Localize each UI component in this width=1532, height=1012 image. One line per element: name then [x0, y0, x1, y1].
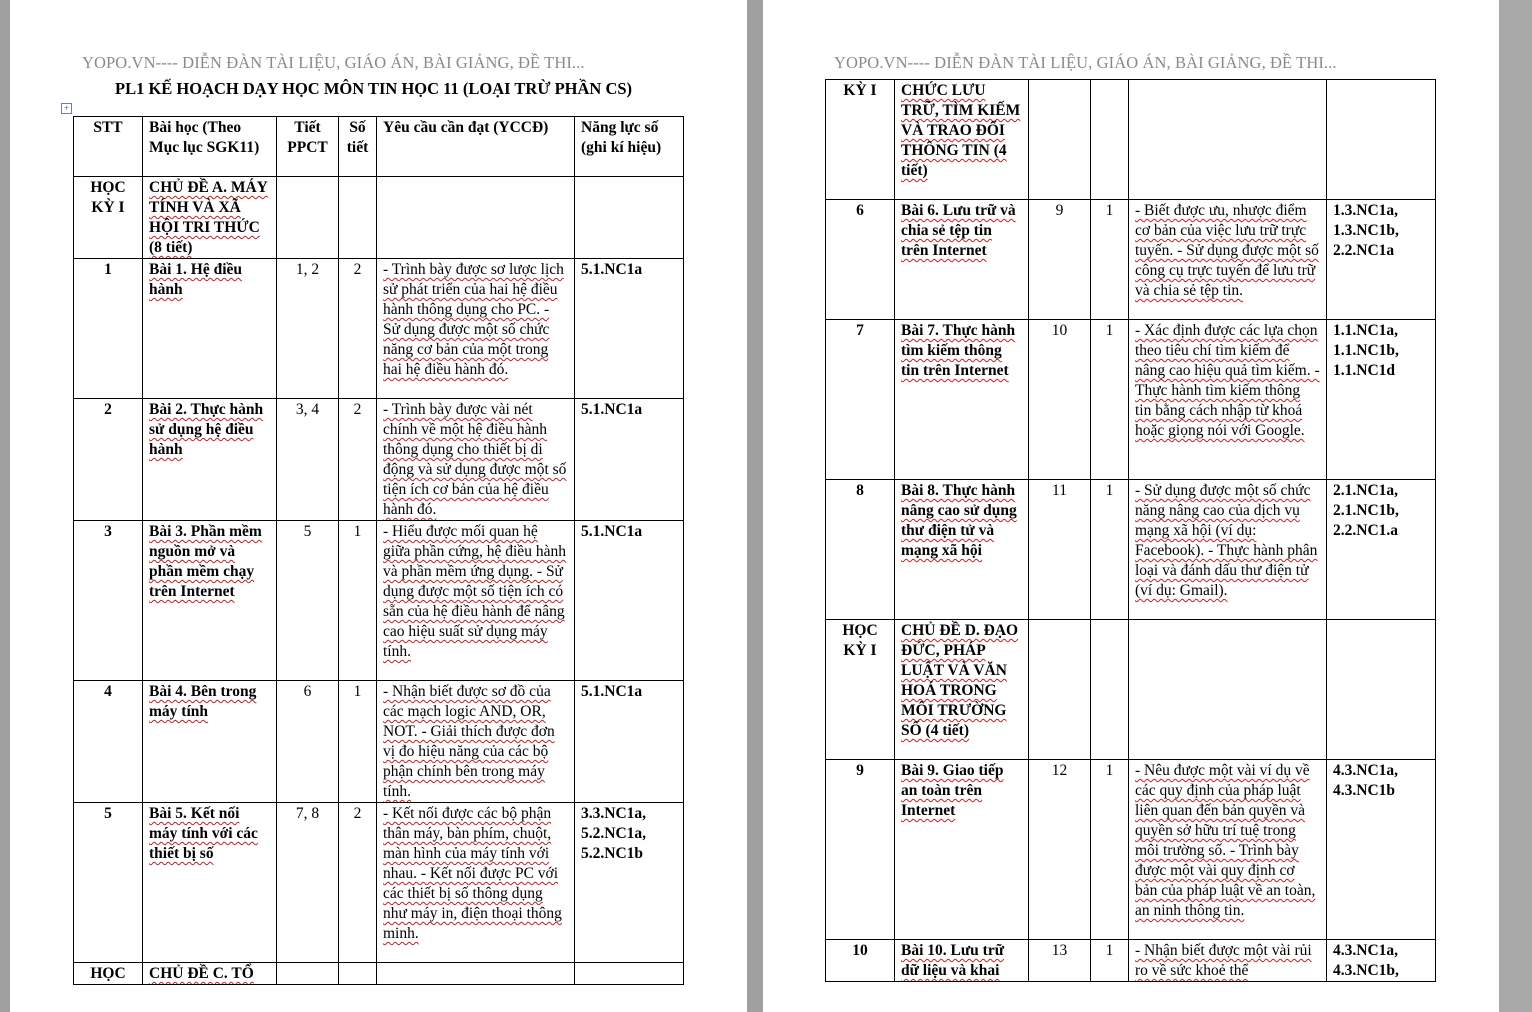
table-row	[74, 963, 684, 985]
cell-stt: 10	[826, 940, 895, 982]
cell-requirements	[1129, 80, 1327, 200]
lesson-plan-table-page-2	[825, 79, 1436, 982]
column-header-stt: STT	[74, 117, 143, 177]
cell-competency	[1327, 620, 1436, 760]
cell-stt: 8	[826, 480, 895, 620]
cell-stt: 3	[74, 521, 143, 681]
column-header-competency: Năng lực số (ghi kí hiệu)	[575, 117, 684, 177]
page-header-text: YOPO.VN---- DIỄN ĐÀN TÀI LIỆU, GIÁO ÁN, BÀI GIẢNG, ĐỀ THI...	[82, 53, 585, 72]
cell-competency: 5.1.NC1a	[575, 399, 684, 521]
document-title: PL1 KẾ HOẠCH DẠY HỌC MÔN TIN HỌC 11 (LOẠI TRỪ PHẦN CS)	[115, 79, 633, 98]
cell-requirements: - Trình bày được vài nét chính về một hệ điều hành thông dụng cho thiết bị di động và sử dụng được một số tiện ích cơ bản của hệ điều hành đó.	[377, 399, 575, 521]
table-header-row	[74, 117, 684, 177]
cell-competency	[1327, 80, 1436, 200]
cell-count: 2	[339, 399, 377, 521]
cell-period: 11	[1029, 480, 1091, 620]
cell-period	[277, 963, 339, 985]
cell-stt: 2	[74, 399, 143, 521]
column-header-requirements: Yêu cầu cần đạt (YCCĐ)	[377, 117, 575, 177]
cell-stt: KỲ I	[826, 80, 895, 200]
cell-competency: 1.1.NC1a, 1.1.NC1b, 1.1.NC1d	[1327, 320, 1436, 480]
cell-period: 10	[1029, 320, 1091, 480]
cell-count: 2	[339, 259, 377, 399]
table-row	[74, 521, 684, 681]
cell-lesson: Bài 1. Hệ điều hành	[143, 259, 277, 399]
cell-period: 1, 2	[277, 259, 339, 399]
cell-count: 1	[1091, 480, 1129, 620]
cell-count: 1	[1091, 320, 1129, 480]
cell-period: 3, 4	[277, 399, 339, 521]
table-row	[826, 480, 1436, 620]
column-header-lesson: Bài học (Theo Mục lục SGK11)	[143, 117, 277, 177]
cell-requirements: - Kết nối được các bộ phận thân máy, bàn phím, chuột, màn hình của máy tính với nhau. - Kết nối được PC với các thiết bị số thông dụng như máy in, điện thoại thông minh.	[377, 803, 575, 963]
cell-competency	[575, 963, 684, 985]
table-row	[826, 940, 1436, 982]
cell-stt: 7	[826, 320, 895, 480]
cell-requirements: - Nêu được một vài ví dụ về các quy định của pháp luật liên quan đến bản quyền và quyền sở hữu trí tuệ trong môi trường số. - Trình bày được một vài quy định cơ bản của pháp luật về an toàn, an ninh thông tin.	[1129, 760, 1327, 940]
cell-requirements: - Biết được ưu, nhược điểm cơ bản của việc lưu trữ trực tuyến. - Sử dụng được một số công cụ trực tuyến để lưu trữ và chia sẻ tệp tin.	[1129, 200, 1327, 320]
cell-period: 7, 8	[277, 803, 339, 963]
cell-count	[1091, 80, 1129, 200]
cell-count: 1	[1091, 760, 1129, 940]
cell-competency: 4.3.NC1a, 4.3.NC1b	[1327, 760, 1436, 940]
cell-competency	[575, 177, 684, 259]
cell-requirements: - Nhận biết được một vài rủi ro về sức khoẻ thể	[1129, 940, 1327, 982]
document-page-2	[763, 0, 1499, 1012]
cell-period: 6	[277, 681, 339, 803]
table-row	[74, 681, 684, 803]
document-page-1	[10, 0, 747, 1012]
cell-count	[339, 177, 377, 259]
cell-competency: 4.3.NC1a, 4.3.NC1b,	[1327, 940, 1436, 982]
cell-requirements	[1129, 620, 1327, 760]
table-row	[826, 80, 1436, 200]
cell-competency: 5.1.NC1a	[575, 521, 684, 681]
cell-lesson: Bài 10. Lưu trữ dữ liệu và khai	[895, 940, 1029, 982]
table-row	[826, 760, 1436, 940]
cell-count: 1	[339, 681, 377, 803]
cell-lesson: CHỦ ĐỀ A. MÁY TÍNH VÀ XÃ HỘI TRI THỨC (8 tiết)	[143, 177, 277, 259]
cell-stt: HỌC	[74, 963, 143, 985]
window-right-gutter	[1499, 0, 1532, 1012]
cell-lesson: CHỦ ĐỀ C. TỔ	[143, 963, 277, 985]
cell-competency: 5.1.NC1a	[575, 259, 684, 399]
cell-stt: 5	[74, 803, 143, 963]
cell-stt: 4	[74, 681, 143, 803]
cell-stt: 9	[826, 760, 895, 940]
cell-count	[339, 963, 377, 985]
cell-stt: 6	[826, 200, 895, 320]
cell-period: 12	[1029, 760, 1091, 940]
table-move-handle-icon[interactable]: +	[61, 103, 72, 114]
cell-requirements: - Nhận biết được sơ đồ của các mạch logic AND, OR, NOT. - Giải thích được đơn vị đo hiệu năng của các bộ phận chính bên trong máy tính.	[377, 681, 575, 803]
table-row	[826, 620, 1436, 760]
table-row	[74, 177, 684, 259]
cell-lesson: Bài 8. Thực hành nâng cao sử dụng thư điện tử và mạng xã hội	[895, 480, 1029, 620]
cell-lesson: Bài 9. Giao tiếp an toàn trên Internet	[895, 760, 1029, 940]
cell-period: 13	[1029, 940, 1091, 982]
cell-count: 2	[339, 803, 377, 963]
table-row	[74, 399, 684, 521]
table-row	[826, 320, 1436, 480]
cell-lesson: Bài 2. Thực hành sử dụng hệ điều hành	[143, 399, 277, 521]
column-header-period: Tiết PPCT	[277, 117, 339, 177]
cell-competency: 1.3.NC1a, 1.3.NC1b, 2.2.NC1a	[1327, 200, 1436, 320]
table-row	[74, 259, 684, 399]
cell-count: 1	[339, 521, 377, 681]
cell-period	[1029, 80, 1091, 200]
cell-lesson: CHỨC LƯU TRỮ, TÌM KIẾM VÀ TRAO ĐỔI THÔNG TIN (4 tiết)	[895, 80, 1029, 200]
cell-requirements	[377, 963, 575, 985]
cell-lesson: Bài 5. Kết nối máy tính với các thiết bị số	[143, 803, 277, 963]
cell-requirements: - Sử dụng được một số chức năng nâng cao của dịch vụ mạng xã hội (ví dụ: Facebook). - Thực hành phân loại và đánh dấu thư điện tử (ví dụ: Gmail).	[1129, 480, 1327, 620]
cell-count: 1	[1091, 940, 1129, 982]
page-header-text: YOPO.VN---- DIỄN ĐÀN TÀI LIỆU, GIÁO ÁN, BÀI GIẢNG, ĐỀ THI...	[834, 53, 1337, 72]
table-row	[826, 200, 1436, 320]
cell-lesson: Bài 7. Thực hành tìm kiếm thông tin trên Internet	[895, 320, 1029, 480]
cell-period: 9	[1029, 200, 1091, 320]
column-header-count: Số tiết	[339, 117, 377, 177]
cell-requirements	[377, 177, 575, 259]
cell-lesson: CHỦ ĐỀ D. ĐẠO ĐỨC, PHÁP LUẬT VÀ VĂN HOÁ TRONG MÔI TRƯỜNG SỐ (4 tiết)	[895, 620, 1029, 760]
cell-lesson: Bài 6. Lưu trữ và chia sẻ tệp tin trên Internet	[895, 200, 1029, 320]
cell-period	[277, 177, 339, 259]
cell-stt: HỌC KỲ I	[826, 620, 895, 760]
cell-period: 5	[277, 521, 339, 681]
cell-stt: HỌC KỲ I	[74, 177, 143, 259]
lesson-plan-table-page-1	[73, 116, 684, 985]
cell-competency: 2.1.NC1a, 2.1.NC1b, 2.2.NC1.a	[1327, 480, 1436, 620]
cell-requirements: - Trình bày được sơ lược lịch sử phát triển của hai hệ điều hành thông dụng cho PC. - Sử dụng được một số chức năng cơ bản của một trong hai hệ điều hành đó.	[377, 259, 575, 399]
cell-competency: 3.3.NC1a, 5.2.NC1a, 5.2.NC1b	[575, 803, 684, 963]
cell-stt: 1	[74, 259, 143, 399]
cell-lesson: Bài 3. Phần mềm nguồn mở và phần mềm chạy trên Internet	[143, 521, 277, 681]
cell-competency: 5.1.NC1a	[575, 681, 684, 803]
table-row	[74, 803, 684, 963]
cell-requirements: - Xác định được các lựa chọn theo tiêu chí tìm kiếm để nâng cao hiệu quả tìm kiếm. - Thực hành tìm kiếm thông tin bằng cách nhập từ khoá hoặc giọng nói với Google.	[1129, 320, 1327, 480]
cell-requirements: - Hiểu được mối quan hệ giữa phần cứng, hệ điều hành và phần mềm ứng dụng. - Sử dụng được một số tiện ích có sẵn của hệ điều hành để nâng cao hiệu suất sử dụng máy tính.	[377, 521, 575, 681]
cell-count	[1091, 620, 1129, 760]
cell-count: 1	[1091, 200, 1129, 320]
cell-period	[1029, 620, 1091, 760]
cell-lesson: Bài 4. Bên trong máy tính	[143, 681, 277, 803]
